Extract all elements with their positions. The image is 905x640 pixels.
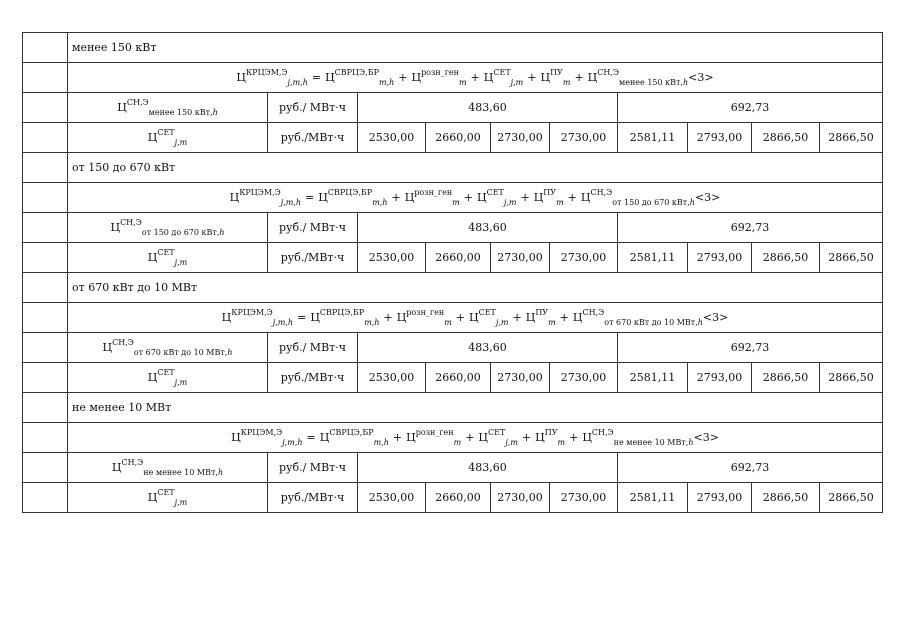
- blank-cell: [23, 153, 68, 183]
- formula-symbol: Ц: [406, 431, 416, 444]
- unit-cell: руб./ МВт·ч: [268, 93, 358, 123]
- section-title-row: [23, 153, 883, 183]
- sn-price-row: [23, 453, 883, 483]
- network-price-value: 2581,11: [618, 363, 688, 393]
- formula-superscript: СЕТ: [157, 128, 175, 137]
- formula-subscript: j,m,h: [272, 318, 294, 327]
- formula-symbol: Ц: [540, 71, 551, 84]
- formula-operator: +: [574, 71, 584, 84]
- formula-operator: +: [512, 311, 522, 324]
- blank-cell: [23, 183, 68, 213]
- sn-price-row: [23, 333, 883, 363]
- formula-note: <3>: [694, 191, 721, 204]
- formula-symbol: Ц: [318, 191, 328, 204]
- formula-operator: +: [559, 311, 569, 324]
- formula-subscript: h: [689, 198, 695, 207]
- formula-subscript: m: [562, 78, 571, 87]
- formula-subscript: h: [697, 318, 703, 327]
- param-subscript: h: [212, 108, 218, 117]
- network-price-value: 2730,00: [550, 243, 618, 273]
- network-price-value: 2866,50: [820, 123, 883, 153]
- formula-superscript: СВРЦЭ,БР: [329, 428, 374, 437]
- blank-cell: [23, 333, 68, 363]
- formula-symbol: Ц: [533, 191, 544, 204]
- blank-cell: [23, 303, 68, 333]
- blank-cell: [23, 363, 68, 393]
- formula-operator: +: [520, 191, 530, 204]
- formula-subscript: не менее 10 МВт,: [613, 438, 689, 447]
- sn-price-value: 692,73: [618, 333, 883, 363]
- formula-symbol: Ц: [535, 431, 545, 444]
- price-formula: [68, 303, 883, 333]
- formula-subscript: j,m,h: [287, 78, 308, 87]
- formula-symbol: Ц: [310, 311, 320, 324]
- formula-subscript: от 670 кВт до 10 МВт,: [604, 318, 698, 327]
- network-price-value: 2660,00: [426, 123, 491, 153]
- unit-cell: руб./МВт·ч: [268, 483, 358, 513]
- formula-subscript: менее 150 кВт,: [619, 78, 683, 87]
- sn-price-value: 483,60: [358, 333, 618, 363]
- network-price-value: 2530,00: [358, 243, 426, 273]
- formula-superscript: ПУ: [543, 188, 557, 197]
- blank-cell: [23, 63, 68, 93]
- formula-symbol: Ц: [229, 191, 240, 204]
- formula-symbol: Ц: [582, 431, 592, 444]
- formula-subscript: j,m: [174, 378, 188, 387]
- formula-superscript: СН,Э: [112, 338, 134, 347]
- sn-price-row: [23, 213, 883, 243]
- formula-subscript: m: [444, 318, 452, 327]
- formula-symbol: Ц: [325, 71, 335, 84]
- formula-operator: =: [311, 71, 322, 84]
- param-subscript: h: [219, 228, 225, 237]
- formula-symbol: Ц: [478, 431, 489, 444]
- network-price-value: 2730,00: [491, 363, 550, 393]
- formula-subscript: m,h: [372, 198, 388, 207]
- formula-symbol: Ц: [411, 71, 422, 84]
- network-price-value: 2793,00: [688, 483, 752, 513]
- formula-operator: =: [305, 191, 315, 204]
- blank-cell: [23, 33, 68, 63]
- formula-subscript: m: [453, 438, 462, 447]
- formula-subscript: j,m: [510, 78, 524, 87]
- network-price-value: 2581,11: [618, 123, 688, 153]
- param-symbol: Ц: [147, 131, 158, 144]
- formula-operator: =: [306, 431, 316, 444]
- blank-cell: [23, 123, 68, 153]
- param-subscript: менее 150 кВт,: [148, 108, 213, 117]
- sn-price-value: 692,73: [618, 93, 883, 123]
- formula-note: <3>: [688, 71, 714, 84]
- formula-subscript: m,h: [378, 78, 395, 87]
- formula-superscript: КРЦЭМ,Э: [240, 428, 283, 437]
- formula-superscript: СЕТ: [157, 248, 175, 257]
- unit-cell: руб./МВт·ч: [268, 123, 358, 153]
- formula-operator: +: [383, 311, 393, 324]
- formula-operator: +: [470, 71, 480, 84]
- network-price-value: 2530,00: [358, 123, 426, 153]
- unit-cell: руб./МВт·ч: [268, 363, 358, 393]
- formula-symbol: Ц: [476, 191, 487, 204]
- formula-subscript: m: [452, 198, 460, 207]
- blank-cell: [23, 243, 68, 273]
- network-price-value: 2866,50: [752, 363, 820, 393]
- network-price-row: [23, 363, 883, 393]
- network-price-value: 2866,50: [820, 243, 883, 273]
- network-price-value: 2581,11: [618, 483, 688, 513]
- section-title: от 150 до 670 кВт: [68, 153, 883, 183]
- param-symbol: Ц: [111, 461, 122, 474]
- formula-operator: +: [567, 191, 577, 204]
- formula-superscript: СЕТ: [488, 428, 506, 437]
- formula-operator: +: [392, 431, 403, 444]
- network-price-value: 2866,50: [752, 243, 820, 273]
- formula-superscript: ПУ: [544, 428, 558, 437]
- network-price-value: 2660,00: [426, 243, 491, 273]
- network-price-row: [23, 123, 883, 153]
- network-price-param: [68, 123, 268, 153]
- formula-superscript: ПУ: [550, 68, 563, 77]
- formula-note: <3>: [693, 431, 719, 444]
- formula-symbol: Ц: [404, 191, 415, 204]
- formula-subscript: m: [548, 318, 556, 327]
- formula-operator: =: [297, 311, 307, 324]
- param-subscript: не менее 10 МВт,: [143, 468, 218, 477]
- formula-subscript: m: [557, 438, 566, 447]
- unit-cell: руб./МВт·ч: [268, 243, 358, 273]
- network-price-value: 2793,00: [688, 123, 752, 153]
- network-price-value: 2793,00: [688, 243, 752, 273]
- formula-symbol: Ц: [587, 71, 598, 84]
- formula-superscript: СЕТ: [493, 68, 511, 77]
- network-price-value: 2866,50: [752, 123, 820, 153]
- sn-price-param: [68, 93, 268, 123]
- formula-subscript: j,m: [174, 498, 188, 507]
- formula-symbol: Ц: [221, 311, 232, 324]
- network-price-param: [68, 243, 268, 273]
- network-price-value: 2730,00: [491, 483, 550, 513]
- formula-subscript: h: [682, 78, 689, 87]
- unit-cell: руб./ МВт·ч: [268, 333, 358, 363]
- formula-subscript: j,m: [495, 318, 509, 327]
- sn-price-param: [68, 333, 268, 363]
- formula-symbol: Ц: [580, 191, 591, 204]
- section-title-row: [23, 33, 883, 63]
- network-price-value: 2793,00: [688, 363, 752, 393]
- formula-superscript: КРЦЭМ,Э: [231, 308, 273, 317]
- formula-row: [23, 63, 883, 93]
- formula-superscript: СВРЦЭ,БР: [334, 68, 379, 77]
- formula-symbol: Ц: [236, 71, 247, 84]
- formula-superscript: СН,Э: [121, 458, 144, 467]
- formula-superscript: СЕТ: [486, 188, 504, 197]
- formula-symbol: Ц: [525, 311, 536, 324]
- sn-price-value: 483,60: [358, 453, 618, 483]
- blank-cell: [23, 213, 68, 243]
- network-price-value: 2866,50: [752, 483, 820, 513]
- network-price-param: [68, 483, 268, 513]
- price-formula: [68, 63, 883, 93]
- network-price-value: 2730,00: [550, 483, 618, 513]
- param-subscript: от 150 до 670 кВт,: [141, 228, 220, 237]
- blank-cell: [23, 423, 68, 453]
- formula-subscript: j,m: [503, 198, 517, 207]
- formula-superscript: СН,Э: [591, 428, 614, 437]
- network-price-param: [68, 363, 268, 393]
- param-symbol: Ц: [117, 101, 127, 114]
- formula-superscript: СЕТ: [478, 308, 496, 317]
- blank-cell: [23, 483, 68, 513]
- price-formula: [68, 183, 883, 213]
- formula-operator: +: [569, 431, 579, 444]
- blank-cell: [23, 273, 68, 303]
- formula-note: <3>: [702, 311, 729, 324]
- formula-subscript: m: [556, 198, 564, 207]
- formula-symbol: Ц: [469, 311, 479, 324]
- formula-superscript: СН,Э: [120, 218, 142, 227]
- formula-superscript: розн_ген: [406, 308, 445, 317]
- blank-cell: [23, 393, 68, 423]
- tariff-table: [22, 32, 883, 513]
- formula-subscript: h: [688, 438, 694, 447]
- formula-row: [23, 423, 883, 453]
- formula-operator: +: [465, 431, 475, 444]
- formula-subscript: j,m: [505, 438, 518, 447]
- formula-superscript: розн_ген: [414, 188, 453, 197]
- sn-price-value: 692,73: [618, 213, 883, 243]
- network-price-value: 2730,00: [491, 243, 550, 273]
- network-price-value: 2730,00: [491, 123, 550, 153]
- formula-symbol: Ц: [319, 431, 330, 444]
- formula-operator: +: [463, 191, 473, 204]
- network-price-value: 2581,11: [618, 243, 688, 273]
- formula-symbol: Ц: [483, 71, 494, 84]
- sn-price-value: 483,60: [358, 213, 618, 243]
- formula-subscript: j,m,h: [280, 198, 302, 207]
- param-symbol: Ц: [110, 221, 121, 234]
- network-price-value: 2730,00: [550, 363, 618, 393]
- section-title: не менее 10 МВт: [68, 393, 883, 423]
- param-subscript: от 670 кВт до 10 МВт,: [133, 348, 228, 357]
- formula-superscript: СЕТ: [157, 368, 175, 377]
- formula-superscript: розн_ген: [415, 428, 454, 437]
- formula-superscript: СВРЦЭ,БР: [319, 308, 365, 317]
- formula-symbol: Ц: [231, 431, 241, 444]
- formula-operator: +: [527, 71, 537, 84]
- formula-superscript: КРЦЭМ,Э: [246, 68, 288, 77]
- network-price-value: 2866,50: [820, 363, 883, 393]
- formula-superscript: СЕТ: [157, 488, 175, 497]
- price-formula: [68, 423, 883, 453]
- formula-symbol: Ц: [572, 311, 583, 324]
- unit-cell: руб./ МВт·ч: [268, 453, 358, 483]
- formula-superscript: СВРЦЭ,БР: [327, 188, 373, 197]
- unit-cell: руб./ МВт·ч: [268, 213, 358, 243]
- formula-symbol: Ц: [396, 311, 407, 324]
- formula-subscript: m: [458, 78, 467, 87]
- formula-subscript: m,h: [364, 318, 380, 327]
- network-price-value: 2530,00: [358, 363, 426, 393]
- formula-subscript: от 150 до 670 кВт,: [612, 198, 690, 207]
- formula-operator: +: [398, 71, 408, 84]
- param-symbol: Ц: [147, 371, 158, 384]
- network-price-row: [23, 483, 883, 513]
- formula-superscript: СН,Э: [590, 188, 613, 197]
- formula-superscript: СН,Э: [126, 98, 149, 107]
- sn-price-row: [23, 93, 883, 123]
- network-price-value: 2660,00: [426, 363, 491, 393]
- param-subscript: h: [227, 348, 233, 357]
- formula-superscript: розн_ген: [421, 68, 459, 77]
- param-symbol: Ц: [102, 341, 113, 354]
- formula-superscript: КРЦЭМ,Э: [239, 188, 281, 197]
- sn-price-value: 483,60: [358, 93, 618, 123]
- section-title: от 670 кВт до 10 МВт: [68, 273, 883, 303]
- formula-superscript: ПУ: [535, 308, 549, 317]
- formula-subscript: m,h: [373, 438, 389, 447]
- formula-row: [23, 303, 883, 333]
- formula-superscript: СН,Э: [582, 308, 605, 317]
- formula-operator: +: [391, 191, 401, 204]
- formula-operator: +: [521, 431, 532, 444]
- sn-price-param: [68, 213, 268, 243]
- sn-price-param: [68, 453, 268, 483]
- formula-subscript: j,m,h: [282, 438, 303, 447]
- network-price-value: 2530,00: [358, 483, 426, 513]
- blank-cell: [23, 93, 68, 123]
- formula-superscript: СН,Э: [597, 68, 620, 77]
- formula-subscript: j,m: [174, 138, 188, 147]
- section-title: менее 150 кВт: [68, 33, 883, 63]
- section-title-row: [23, 273, 883, 303]
- formula-row: [23, 183, 883, 213]
- formula-operator: +: [455, 311, 465, 324]
- param-subscript: h: [217, 468, 224, 477]
- section-title-row: [23, 393, 883, 423]
- formula-subscript: j,m: [174, 258, 188, 267]
- sn-price-value: 692,73: [618, 453, 883, 483]
- blank-cell: [23, 453, 68, 483]
- tariff-table-body: [23, 33, 883, 513]
- network-price-row: [23, 243, 883, 273]
- network-price-value: 2866,50: [820, 483, 883, 513]
- param-symbol: Ц: [147, 251, 158, 264]
- network-price-value: 2660,00: [426, 483, 491, 513]
- network-price-value: 2730,00: [550, 123, 618, 153]
- param-symbol: Ц: [147, 491, 158, 504]
